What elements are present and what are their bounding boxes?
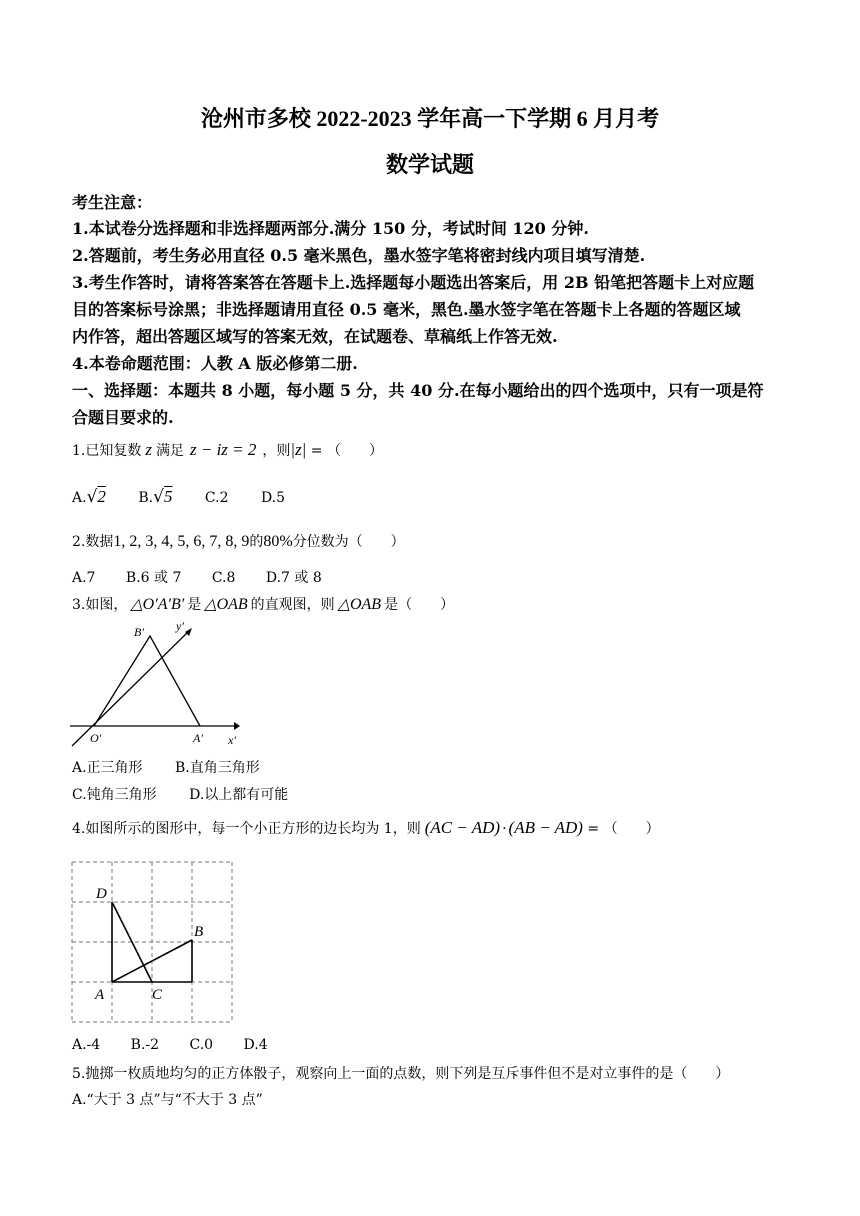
notice-line-3: 3.考生作答时，请将答案答在答题卡上.选择题每小题选出答案后，用 2B 铅笔把答题卡上对应题 [72, 273, 755, 292]
label-b: B [194, 924, 204, 940]
q1-option-a[interactable] [72, 487, 106, 507]
q4-option-d[interactable]: D.4 [243, 1037, 268, 1053]
question-1 [72, 440, 383, 460]
section-heading-line-1: 一、选择题：本题共 8 小题，每小题 5 分，共 40 分.在每小题给出的四个选项中，只有一项是符 [72, 381, 764, 400]
q1-option-c[interactable]: C.2 [204, 490, 229, 506]
q4-expr-1: (AC − AD) [424, 818, 501, 837]
question-2 [72, 531, 405, 551]
q3-triangle-2: △OAB [204, 596, 248, 613]
q1-option-a-label: A. [72, 490, 87, 506]
q1-end: = （ ） [306, 443, 383, 459]
q3-mid: 是 [187, 597, 202, 613]
q4-dot: · [502, 821, 507, 837]
q2-percent: 80% [263, 533, 293, 550]
q1-option-d[interactable]: D.5 [260, 490, 286, 506]
q2-end: 分位数为（ ） [292, 534, 405, 550]
q5-option-a[interactable]: A.“大于 3 点”与“不大于 3 点” [72, 1092, 263, 1108]
y-axis-arrow-icon [185, 628, 192, 636]
y-axis [72, 630, 190, 746]
page-title: 沧州市多校 2022-2023 学年高一下学期 6 月月考 [200, 106, 660, 131]
label-d: D [96, 886, 107, 902]
q1-option-b-value: 5 [163, 487, 173, 506]
q4-expr-2: (AB − AD) [508, 818, 583, 837]
q1-pre: 1.已知复数 [72, 443, 142, 459]
q2-option-c[interactable]: C.8 [211, 570, 236, 586]
q2-data: 1, 2, 3, 4, 5, 6, 7, 8, 9 [113, 533, 250, 550]
q4-pre: 4.如图所示的图形中，每一个小正方形的边长均为 1，则 [72, 821, 421, 837]
q4-options [72, 1037, 268, 1053]
q1-var-z: z [145, 440, 152, 459]
triangle-sides [94, 636, 200, 726]
label-a: A [95, 987, 105, 1003]
q3-option-d[interactable]: D.以上都有可能 [189, 787, 289, 803]
label-o-prime: O′ [90, 731, 102, 745]
notice-line-5: 内作答，超出答题区域写的答案无效，在试题卷、草稿纸上作答无效. [72, 327, 558, 346]
notice-line-4: 目的答案标号涂黑；非选择题请用直径 0.5 毫米，黑色.墨水签字笔在答题卡上各题的答题区域 [72, 300, 741, 319]
q3-mid-2: 的直观图，则 [250, 597, 335, 613]
q1-mid: 满足 [155, 443, 184, 459]
q4-option-c[interactable]: C.0 [189, 1037, 214, 1053]
q1-option-a-value: 2 [97, 487, 106, 506]
q1-options [72, 487, 285, 507]
q3-option-a[interactable]: A.正三角形 [72, 760, 143, 776]
q3-option-b[interactable]: B.直角三角形 [175, 760, 260, 776]
q3-pre: 3.如图， [72, 597, 128, 613]
question-4 [72, 818, 660, 838]
notice-line-2: 2.答题前，考生务必用直径 0.5 毫米黑色，墨水签字笔将密封线内项目填写清楚. [72, 246, 646, 265]
q2-option-a[interactable]: A.7 [72, 570, 96, 586]
q3-options-row-1 [72, 757, 260, 777]
q2-pre: 2.数据 [72, 534, 114, 550]
question-3 [72, 594, 454, 614]
sqrt-icon: √ [86, 487, 98, 507]
section-heading-line-2: 合题目要求的. [72, 408, 174, 427]
q3-figure [68, 618, 243, 753]
label-b-prime: B′ [134, 625, 144, 639]
q1-post: ，则 [262, 443, 291, 459]
q3-end: 是（ ） [384, 597, 455, 613]
label-a-prime: A′ [193, 731, 203, 745]
q4-option-b[interactable]: B.-2 [130, 1037, 160, 1053]
label-x-prime: x′ [228, 733, 236, 747]
page-subtitle: 数学试题 [385, 152, 474, 177]
q4-end: = （ ） [582, 821, 660, 837]
q3-option-c[interactable]: C.钝角三角形 [72, 787, 157, 803]
q2-option-b[interactable]: B.6 或 7 [125, 570, 182, 586]
q1-abs-z: |z| [290, 440, 307, 459]
q1-option-b-label: B. [138, 490, 154, 506]
q2-option-d[interactable]: D.7 或 8 [265, 570, 322, 586]
q1-equation: z − iz = 2 [189, 440, 257, 459]
x-axis-arrow-icon [234, 722, 240, 730]
q3-triangle-3: △OAB [337, 596, 382, 613]
sqrt-icon: √ [153, 487, 164, 507]
notice-heading: 考生注意： [72, 193, 153, 212]
q4-option-a[interactable]: A.-4 [72, 1037, 101, 1053]
q3-triangle-1: △O′A′B′ [130, 596, 185, 613]
label-y-prime: y′ [176, 619, 184, 633]
q1-option-b[interactable] [138, 487, 173, 507]
label-c: C [152, 987, 163, 1003]
q2-options [72, 567, 322, 587]
notice-line-6: 4.本卷命题范围：人教 A 版必修第二册. [72, 354, 358, 373]
notice-line-1: 1.本试卷分选择题和非选择题两部分.满分 150 分，考试时间 120 分钟. [72, 219, 589, 238]
q2-mid: 的 [249, 534, 264, 550]
question-5: 5.抛掷一枚质地均匀的正方体骰子，观察向上一面的点数，则下列是互斥事件但不是对立事件的是（ ） [72, 1066, 730, 1082]
q4-figure [70, 860, 234, 1024]
q3-options-row-2 [72, 784, 288, 804]
